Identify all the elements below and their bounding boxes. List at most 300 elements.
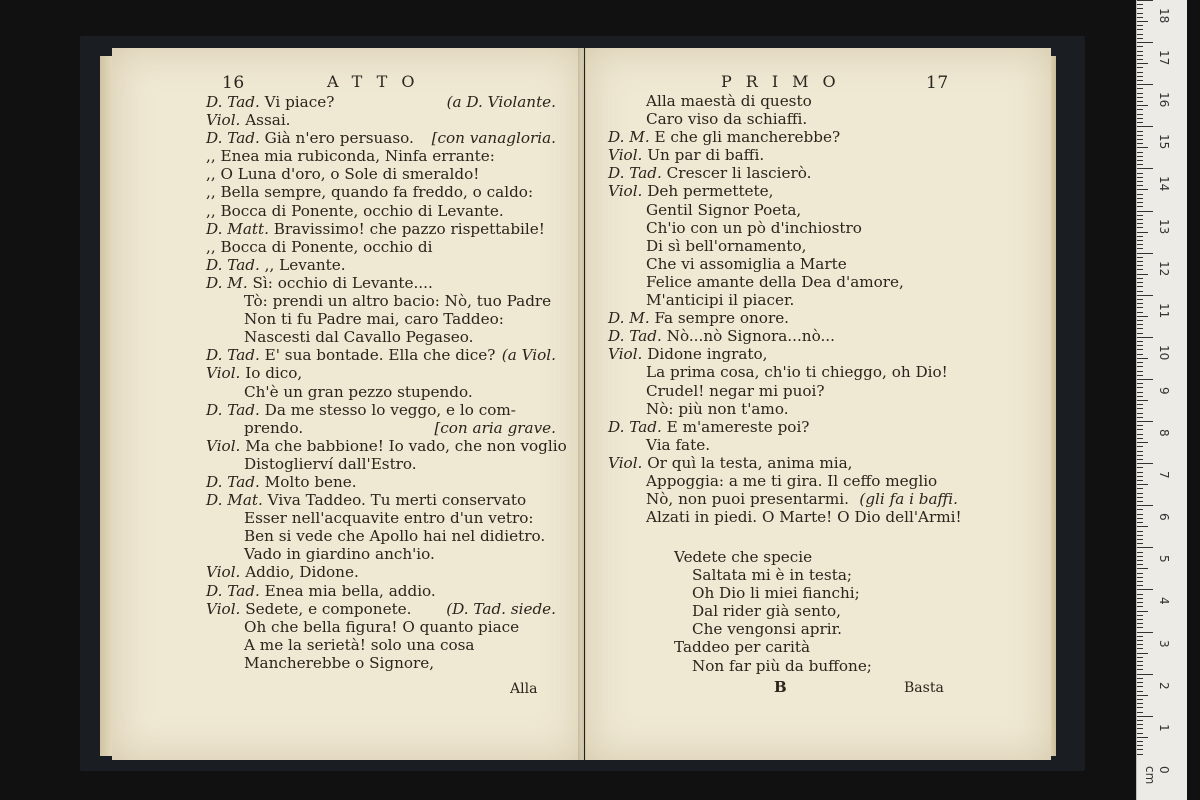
ruler-tick [1137,383,1143,384]
ruler-tick [1137,703,1143,704]
line-text: Vi piace? [259,93,335,111]
ruler-tick [1137,754,1143,755]
ruler-tick [1137,425,1143,426]
ruler-label: 18 [1157,8,1171,24]
ruler-tick [1137,4,1143,5]
ruler-tick [1137,455,1143,456]
ruler-label: 12 [1157,261,1171,277]
right-page-line [608,219,958,237]
ruler-tick [1137,261,1143,262]
ruler-tick [1137,691,1143,692]
line-text: Addio, Didone. [240,563,359,582]
ruler-tick [1137,173,1143,174]
ruler-tick [1137,396,1143,397]
left-page-number: 16 [222,73,245,93]
ruler-tick [1137,240,1143,241]
line-text: Distoglierví dall'Estro. [244,454,417,473]
speaker-name: Viol. [608,146,643,165]
ruler-tick [1137,669,1143,670]
stage-direction: [con aria grave. [434,418,556,437]
line-text: ,, Bella sempre, quando fa freddo, o caldo: [206,183,534,202]
ruler-tick [1137,131,1143,132]
speaker-name: D. Tad. [206,472,260,491]
ruler-label: 2 [1157,682,1171,690]
line-text: Molto bene. [259,472,357,491]
ruler-tick [1137,181,1143,182]
line-text: Ben si vede che Apollo hai nel didietro. [244,527,546,546]
ruler-tick [1137,274,1148,275]
ruler-tick [1137,602,1143,603]
ruler-tick [1137,118,1143,119]
left-page-line [206,238,556,256]
ruler-tick [1137,244,1143,245]
ruler-tick [1137,661,1143,662]
ruler-tick [1137,80,1143,81]
ruler-tick [1137,265,1143,266]
line-text: Nò: più non t'amo. [646,399,789,418]
ruler-tick [1137,189,1148,190]
ruler-tick [1137,535,1143,536]
ruler-tick [1137,392,1143,393]
speaker-name: Viol. [206,111,241,130]
line-text: E che gli mancherebbe? [649,128,841,147]
left-page-line [206,545,556,563]
right-page-line [608,182,958,200]
ruler-tick [1137,488,1143,489]
left-page-line [206,256,556,274]
line-text: Esser nell'acquavite entro d'un vetro: [244,509,534,528]
ruler-tick [1137,105,1148,106]
left-page-line [206,636,556,654]
ruler-tick [1137,413,1143,414]
left-page-line [206,491,556,509]
ruler-tick [1137,219,1143,220]
ruler-tick [1137,665,1143,666]
speaker-name: D. M. [608,128,650,147]
left-page-line [206,509,556,527]
left-page-line [206,582,556,600]
ruler-tick [1137,707,1143,708]
ruler-tick [1137,560,1143,561]
right-page-line [608,327,958,345]
line-text: ,, Enea mia rubiconda, Ninfa errante: [206,147,495,166]
ruler-tick [1137,345,1143,346]
ruler-tick [1137,417,1143,418]
left-page-line [206,527,556,545]
ruler-tick [1137,497,1143,498]
aria-line: Taddeo per carità [674,638,811,657]
ruler-label: 17 [1157,50,1171,66]
ruler-tick [1137,446,1143,447]
ruler-tick [1137,282,1143,283]
ruler-tick [1137,307,1143,308]
ruler-label: 5 [1157,555,1171,563]
ruler-tick [1137,84,1153,85]
ruler-tick [1137,286,1143,287]
ruler-tick [1137,253,1153,254]
ruler-tick [1137,38,1143,39]
right-page-line [608,309,958,327]
ruler-tick [1137,223,1143,224]
right-page-line [608,164,958,182]
left-page-line [206,93,556,111]
ruler-tick [1137,42,1153,43]
ruler-tick [1137,236,1143,237]
ruler-tick [1137,400,1148,401]
right-page [585,48,1051,760]
ruler-tick [1137,46,1143,47]
line-text: La prima cosa, ch'io ti chieggo, oh Dio! [646,363,948,382]
ruler-tick [1137,611,1148,612]
line-text: ,, Levante. [259,255,346,274]
line-text: Enea mia bella, addio. [259,581,436,600]
ruler-tick [1137,55,1143,56]
ruler-tick [1137,493,1143,494]
ruler-tick [1137,627,1143,628]
stage-direction: (D. Tad. siede. [446,599,556,618]
right-page-line [608,363,958,381]
ruler-tick [1137,67,1143,68]
ruler-label: 15 [1157,134,1171,150]
left-page-line [206,563,556,581]
line-text: Nò...nò Signora...nò... [661,327,835,346]
ruler-tick [1137,404,1143,405]
ruler-tick [1137,442,1148,443]
left-page-line [206,129,556,147]
line-text: Gentil Signor Poeta, [646,200,802,219]
ruler-tick [1137,328,1143,329]
ruler-tick [1137,577,1143,578]
ruler-tick [1137,333,1143,334]
ruler-tick [1137,745,1143,746]
signature-mark: B [774,678,787,696]
left-page-line [206,111,556,129]
line-text: Sì: occhio di Levante.... [247,273,433,292]
ruler-label: 0 cm [1143,766,1171,785]
ruler-tick [1137,278,1143,279]
left-page-line [206,618,556,636]
left-catchword: Alla [510,681,538,697]
ruler-tick [1137,202,1143,203]
ruler-tick [1137,29,1143,30]
line-text: M'anticipi il piacer. [646,291,795,310]
aria-line: Non far più da buffone; [692,656,872,675]
line-text: Sedete, e componete. [240,599,412,618]
ruler-tick [1137,518,1143,519]
ruler-tick [1137,657,1143,658]
ruler-tick [1137,408,1143,409]
ruler-tick [1137,299,1143,300]
left-page-line [206,383,556,401]
ruler-tick [1137,320,1143,321]
ruler-tick [1137,13,1143,14]
ruler-tick [1137,152,1143,153]
line-text: E m'amereste poi? [661,417,810,436]
line-text: Ch'è un gran pezzo stupendo. [244,382,473,401]
ruler-tick [1137,63,1148,64]
left-page-line [206,165,556,183]
ruler-tick [1137,686,1143,687]
line-text: Appoggia: a me ti gira. Il ceffo meglio [646,471,938,490]
ruler-tick [1137,484,1148,485]
ruler-tick [1137,97,1143,98]
line-text: Or quì la testa, anima mia, [642,453,853,472]
ruler-tick [1137,674,1153,675]
left-page-line [206,455,556,473]
ruler-tick [1137,695,1148,696]
speaker-name: Viol. [608,345,643,364]
ruler-tick [1137,438,1143,439]
ruler-tick [1137,728,1143,729]
ruler-tick [1137,749,1143,750]
speaker-name: D. Tad. [206,346,260,365]
line-text: Viva Taddeo. Tu merti conservato [262,491,527,510]
left-page-line [206,220,556,238]
ruler-tick [1137,337,1153,338]
ruler-tick [1137,25,1143,26]
ruler-tick [1137,194,1143,195]
left-page-line [206,183,556,201]
ruler-tick [1137,114,1143,115]
aria-line: Oh Dio li miei fianchi; [692,584,860,603]
ruler-tick [1137,303,1143,304]
ruler-tick [1137,109,1143,110]
speaker-name: Viol. [206,364,241,383]
left-page-line [206,401,556,419]
line-text: Non ti fu Padre mai, caro Taddeo: [244,310,504,329]
ruler-tick [1137,349,1143,350]
line-text: Alla maestà di questo [646,92,812,110]
ruler-tick [1137,177,1143,178]
ruler-tick [1137,143,1143,144]
ruler-tick [1137,539,1143,540]
ruler-tick [1137,526,1148,527]
ruler-label: 4 [1157,597,1171,605]
line-text: Bravissimo! che pazzo rispettabile! [268,219,545,238]
right-page-line [608,382,958,400]
ruler-tick [1137,712,1143,713]
line-text: Deh permettete, [642,182,774,201]
ruler-tick [1137,509,1143,510]
ruler-tick [1137,640,1143,641]
ruler-tick [1137,737,1148,738]
line-text: Via fate. [646,435,711,454]
line-text: Didone ingrato, [642,345,768,364]
ruler-tick [1137,480,1143,481]
ruler-tick [1137,716,1153,717]
ruler-tick [1137,358,1148,359]
stage-direction: (gli fa i baffi. [859,490,958,509]
line-text: E' sua bontade. Ella che dice? [259,346,496,365]
ruler-tick [1137,434,1143,435]
ruler-tick [1137,741,1143,742]
line-text: Oh che bella figura! O quanto piace [244,617,520,636]
right-page-number: 17 [926,73,949,93]
right-page-line [608,436,958,454]
left-page-line [206,274,556,292]
ruler-tick [1137,589,1153,590]
left-page-line [206,292,556,310]
ruler-tick [1137,472,1143,473]
line-text: ,, O Luna d'oro, o Sole di smeraldo! [206,165,480,184]
line-text: A me la serietà! solo una cosa [244,635,475,654]
ruler-tick [1137,160,1143,161]
ruler-tick [1137,451,1143,452]
ruler-tick [1137,653,1148,654]
line-text: Vado in giardino anch'io. [244,545,435,564]
ruler-label: 8 [1157,429,1171,437]
ruler-tick [1137,371,1143,372]
ruler-tick [1137,101,1143,102]
speaker-name: D. Tad. [206,255,260,274]
ruler-tick [1137,623,1143,624]
ruler-tick [1137,733,1143,734]
ruler-tick [1137,122,1143,123]
ruler-tick [1137,547,1153,548]
left-page-line [206,346,556,364]
ruler-tick [1137,164,1143,165]
right-catchword: Basta [904,680,944,696]
left-page-line [206,310,556,328]
right-page-line [608,110,958,128]
ruler-tick [1137,17,1143,18]
line-text: Alzati in piedi. O Marte! O Dio dell'Armi! [646,508,962,527]
line-text: Caro viso da schiaffi. [646,110,808,129]
speaker-name: Viol. [206,563,241,582]
ruler-tick [1137,552,1143,553]
ruler-tick [1137,72,1143,73]
aria-line: Dal rider già sento, [692,602,841,621]
line-text: Già n'ero persuaso. [259,129,414,148]
ruler-tick [1137,324,1143,325]
ruler-tick [1137,678,1143,679]
line-text: Mancherebbe o Signore, [244,653,435,672]
right-page-line [608,201,958,219]
ruler-label: 3 [1157,640,1171,648]
speaker-name: D. Tad. [206,400,260,419]
speaker-name: D. Tad. [206,129,260,148]
ruler-tick [1137,88,1143,89]
speaker-name: Viol. [608,182,643,201]
right-page-line [608,490,958,508]
ruler-label: 7 [1157,471,1171,479]
left-page-line [206,147,556,165]
ruler-tick [1137,724,1143,725]
ruler-tick [1137,522,1143,523]
ruler-tick [1137,312,1143,313]
ruler-tick [1137,211,1153,212]
ruler-tick [1137,573,1143,574]
ruler-tick [1137,476,1143,477]
speaker-name: D. Matt. [206,219,269,238]
ruler-tick [1137,257,1143,258]
ruler-tick [1137,362,1143,363]
left-page-line [206,202,556,220]
ruler-tick [1137,644,1143,645]
ruler-tick [1137,543,1143,544]
line-text: Tò: prendi un altro bacio: Nò, tuo Padre [244,292,552,311]
ruler-tick [1137,421,1153,422]
ruler-tick [1137,429,1143,430]
right-page-line [608,508,962,527]
ruler-tick [1137,232,1148,233]
ruler-tick [1137,8,1143,9]
ruler-tick [1137,248,1143,249]
speaker-name: Viol. [206,436,241,455]
ruler-tick [1137,295,1153,296]
stage-direction: (a D. Violante. [446,93,556,111]
speaker-name: D. Tad. [608,164,662,183]
ruler-tick [1137,135,1143,136]
ruler-tick [1137,699,1143,700]
left-page-line [206,436,567,455]
ruler-tick [1137,215,1143,216]
line-text: ,, Bocca di Ponente, occhio di [206,237,433,256]
speaker-name: D. Tad. [608,327,662,346]
right-page-line [608,128,958,146]
ruler-label: 13 [1157,219,1171,235]
ruler-tick [1137,93,1143,94]
ruler-tick [1137,556,1143,557]
ruler-tick [1137,375,1143,376]
ruler-tick [1137,156,1143,157]
ruler-tick [1137,632,1153,633]
right-page-line [608,400,958,418]
line-text: Nò, non puoi presentarmi. [646,490,849,509]
aria-verse [674,548,914,675]
ruler-tick [1137,564,1143,565]
ruler-tick [1137,185,1143,186]
right-page-text [608,92,962,527]
ruler-label: 10 [1157,345,1171,361]
left-page-line [206,364,556,382]
ruler-tick [1137,387,1143,388]
ruler-tick [1137,606,1143,607]
right-running-head: PRIMO [721,72,850,91]
right-page-line [608,345,958,363]
right-page-line [608,291,958,309]
stage-direction: (a Viol. [501,346,556,365]
ruler-tick [1137,316,1148,317]
ruler-tick [1137,206,1143,207]
ruler-tick [1137,198,1143,199]
line-text: Io dico, [240,364,303,383]
left-page-line [206,328,556,346]
ruler-tick [1137,585,1143,586]
ruler-tick [1137,615,1143,616]
ruler-tick [1137,34,1143,35]
ruler-tick [1137,227,1143,228]
right-page-line [608,418,958,436]
left-page [112,48,584,760]
ruler-tick [1137,720,1143,721]
line-text: Assai. [240,111,291,130]
ruler-tick [1137,531,1143,532]
ruler-tick [1137,126,1153,127]
line-text: Che vi assomiglia a Marte [646,254,847,273]
right-page-line [608,454,958,472]
right-page-line [608,146,958,164]
ruler-tick [1137,463,1153,464]
ruler-tick [1137,619,1143,620]
ruler-tick [1137,467,1143,468]
ruler-tick [1137,514,1143,515]
line-text: Un par di baffi. [642,146,765,165]
speaker-name: D. Tad. [206,93,260,111]
right-page-line [608,472,958,490]
line-text: ,, Bocca di Ponente, occhio di Levante. [206,201,504,220]
ruler-tick [1137,168,1153,169]
